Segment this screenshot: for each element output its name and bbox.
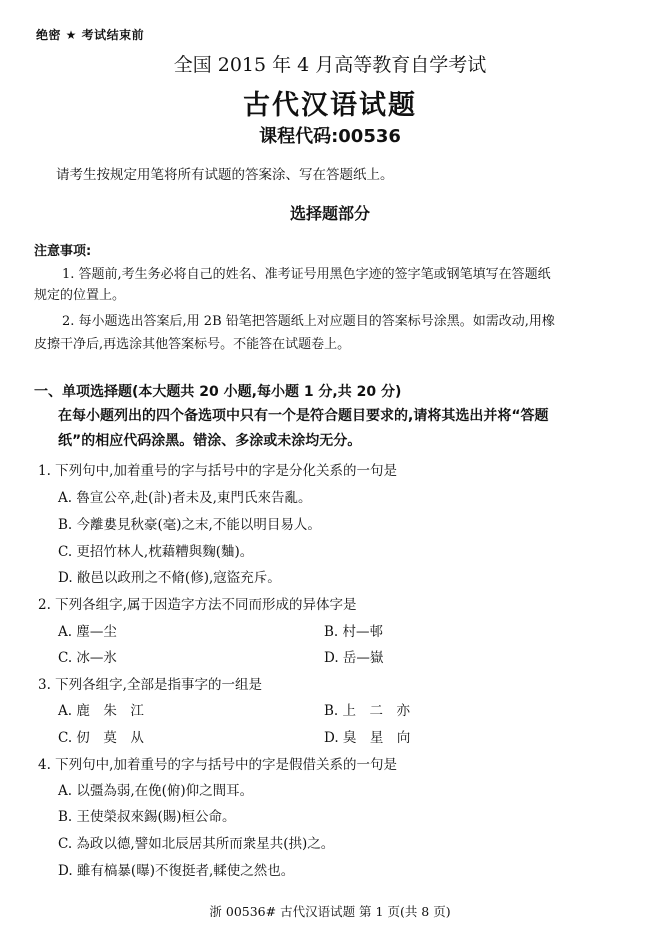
question-2-option-a: A. 塵—尘 xyxy=(58,624,117,640)
question-1-option-d: D. 敝邑以政刑之不脩(修),寇盜充斥。 xyxy=(58,570,281,586)
question-2-option-c: C. 冰—氷 xyxy=(58,650,117,666)
subject-title: 古代汉语试题 xyxy=(243,90,417,121)
part1-description-line-2: 纸”的相应代码涂黑。错涂、多涂或未涂均无分。 xyxy=(58,433,362,449)
question-2-stem: 2. 下列各组字,属于因造字方法不同而形成的异体字是 xyxy=(38,597,357,613)
question-4-stem: 4. 下列句中,加着重号的字与括号中的字是假借关系的一句是 xyxy=(38,757,397,773)
part1-heading: 一、单项选择题(本大题共 20 小题,每小题 1 分,共 20 分) xyxy=(34,384,402,400)
question-1-option-b: B. 今離婁見秋豪(毫)之末,不能以明目易人。 xyxy=(58,517,321,533)
question-4-option-c: C. 為政以德,譬如北辰居其所而衆星共(拱)之。 xyxy=(58,836,335,852)
question-2-option-d: D. 岳—嶽 xyxy=(324,650,384,666)
question-1-stem: 1. 下列句中,加着重号的字与括号中的字是分化关系的一句是 xyxy=(38,463,397,479)
question-3-option-d: D. 臭 星 向 xyxy=(324,730,411,746)
question-3-stem: 3. 下列各组字,全部是指事字的一组是 xyxy=(38,677,262,693)
question-4-option-a: A. 以彊為弱,在俛(俯)仰之間耳。 xyxy=(58,783,254,799)
question-2-option-b: B. 村—邨 xyxy=(324,624,384,640)
question-3-option-b: B. 上 二 亦 xyxy=(324,703,411,719)
notes-heading: 注意事项: xyxy=(34,244,92,259)
question-1-option-a: A. 魯宣公卒,赴(訃)者未及,東門氏來告亂。 xyxy=(58,490,312,506)
question-4-option-b: B. 王使榮叔來錫(賜)桓公命。 xyxy=(58,809,236,825)
answer-instruction: 请考生按规定用笔将所有试题的答案涂、写在答题纸上。 xyxy=(56,167,394,183)
question-3-option-a: A. 鹿 朱 江 xyxy=(58,703,144,719)
page-footer: 浙 00536# 古代汉语试题 第 1 页(共 8 页) xyxy=(209,904,451,919)
note-1-line-1: 1. 答题前,考生务必将自己的姓名、准考证号用黑色字迹的签字笔或钢笔填写在答题纸 xyxy=(62,267,551,282)
note-2-line-2: 皮擦干净后,再选涂其他答案标号。不能答在试题卷上。 xyxy=(34,337,351,352)
note-2-line-1: 2. 每小题选出答案后,用 2B 铅笔把答题纸上对应题目的答案标号涂黑。如需改动,用橡 xyxy=(62,314,555,329)
section-title: 选择题部分 xyxy=(289,204,370,223)
question-4-option-d: D. 雖有槁暴(曝)不復挺者,輮使之然也。 xyxy=(58,863,295,879)
exam-title: 全国 2015 年 4 月高等教育自学考试 xyxy=(173,54,487,76)
note-1-line-2: 规定的位置上。 xyxy=(34,288,126,303)
course-code: 课程代码:00536 xyxy=(259,126,401,147)
part1-description-line-1: 在每小题列出的四个备选项中只有一个是符合题目要求的,请将其选出并将“答题 xyxy=(58,408,549,424)
question-1-option-c: C. 更招竹林人,枕藉糟與麴(麯)。 xyxy=(58,544,254,560)
confidential-mark: 绝密 ★ 考试结束前 xyxy=(36,28,145,42)
question-3-option-c: C. 仞 莫 从 xyxy=(58,730,144,746)
